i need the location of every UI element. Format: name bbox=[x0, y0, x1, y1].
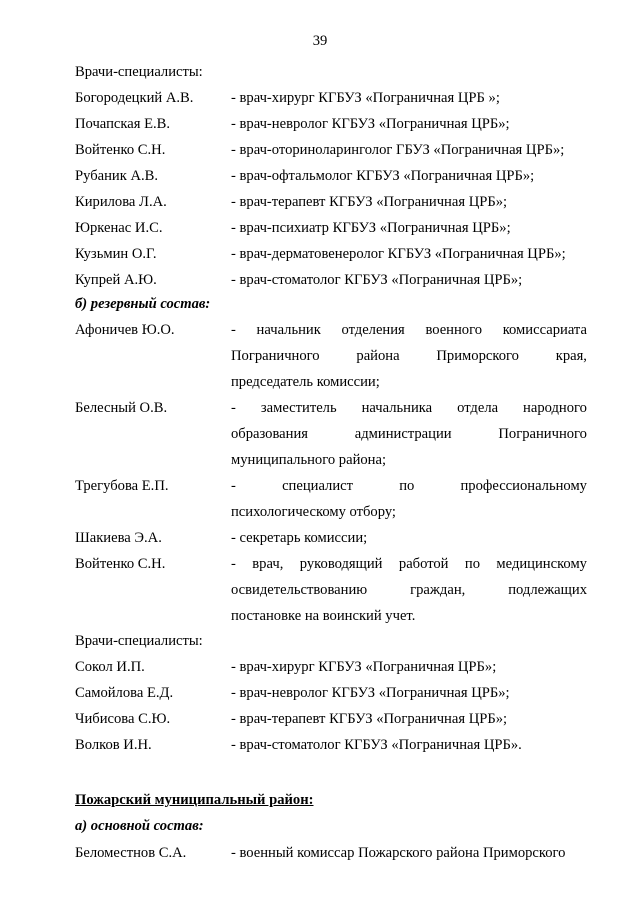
role-word: заместитель bbox=[260, 400, 337, 416]
role-word: администрации bbox=[354, 426, 452, 442]
member-role-line bbox=[231, 348, 587, 365]
member-name: Сокол И.П. bbox=[75, 659, 145, 675]
role-word: образования bbox=[231, 426, 308, 442]
member-role: - врач-терапевт КГБУЗ «Пограничная ЦРБ»; bbox=[231, 194, 508, 210]
member-role-line bbox=[231, 452, 587, 469]
role-word: военного bbox=[425, 322, 483, 338]
member-name: Трегубова Е.П. bbox=[75, 478, 169, 494]
member-role-line bbox=[231, 608, 587, 625]
member-role: - врач-невролог КГБУЗ «Пограничная ЦРБ»; bbox=[231, 116, 510, 132]
role-word: начальника bbox=[361, 400, 433, 416]
member-role-line bbox=[231, 400, 587, 417]
role-word: медицинскому bbox=[496, 556, 587, 572]
member-name: Афоничев Ю.О. bbox=[75, 322, 175, 338]
member-role: - врач-оториноларинголог ГБУЗ «Пограничная ЦРБ»; bbox=[231, 142, 565, 158]
role-word: постановке на воинский учет. bbox=[231, 608, 416, 624]
role-word: профессиональному bbox=[460, 478, 587, 494]
role-word: по bbox=[464, 556, 481, 572]
member-role: - врач-психиатр КГБУЗ «Пограничная ЦРБ»; bbox=[231, 220, 511, 236]
member-name: Войтенко С.Н. bbox=[75, 556, 166, 572]
role-word: Пограничного bbox=[231, 348, 320, 364]
role-word: работой bbox=[398, 556, 449, 572]
member-role-line bbox=[231, 530, 587, 547]
member-name: Самойлова Е.Д. bbox=[75, 685, 174, 701]
member-name: Богородецкий А.В. bbox=[75, 90, 194, 106]
reserve-specialists-heading: Врачи-специалисты: bbox=[75, 633, 203, 649]
member-role: - военный комиссар Пожарского района Приморского bbox=[231, 845, 566, 861]
page-number: 39 bbox=[312, 33, 328, 49]
member-role-line bbox=[231, 504, 587, 521]
main-composition-heading: а) основной состав: bbox=[75, 818, 204, 834]
role-word: муниципального района; bbox=[231, 452, 387, 468]
reserve-heading: б) резервный состав: bbox=[75, 296, 211, 312]
role-word: подлежащих bbox=[508, 582, 587, 598]
role-word: района bbox=[356, 348, 400, 364]
member-role: - врач-стоматолог КГБУЗ «Пограничная ЦРБ»; bbox=[231, 272, 523, 288]
role-word: - bbox=[231, 400, 236, 416]
member-role: - врач-офтальмолог КГБУЗ «Пограничная ЦРБ»; bbox=[231, 168, 535, 184]
member-name: Чибисова С.Ю. bbox=[75, 711, 171, 727]
member-name: Волков И.Н. bbox=[75, 737, 152, 753]
member-role-line bbox=[231, 582, 587, 599]
role-word: народного bbox=[523, 400, 587, 416]
member-name: Шакиева Э.А. bbox=[75, 530, 162, 546]
role-word: начальник bbox=[256, 322, 321, 338]
role-word: Пограничного bbox=[498, 426, 587, 442]
member-name: Купрей А.Ю. bbox=[75, 272, 157, 288]
role-word: отдела bbox=[457, 400, 499, 416]
role-word: граждан, bbox=[410, 582, 466, 598]
district-heading: Пожарский муниципальный район: bbox=[75, 792, 314, 808]
member-role-line bbox=[231, 374, 587, 391]
member-name: Почапская Е.В. bbox=[75, 116, 171, 132]
specialists-heading: Врачи-специалисты: bbox=[75, 64, 203, 80]
member-role: - врач-хирург КГБУЗ «Пограничная ЦРБ »; bbox=[231, 90, 500, 106]
role-word: специалист bbox=[282, 478, 354, 494]
role-word: отделения bbox=[341, 322, 405, 338]
role-word: - секретарь комиссии; bbox=[231, 530, 368, 546]
member-role: - врач-хирург КГБУЗ «Пограничная ЦРБ»; bbox=[231, 659, 497, 675]
role-word: комиссариата bbox=[502, 322, 587, 338]
member-name: Кирилова Л.А. bbox=[75, 194, 167, 210]
member-name: Юркенас И.С. bbox=[75, 220, 163, 236]
member-role-line bbox=[231, 478, 587, 495]
role-word: - bbox=[231, 322, 236, 338]
role-word: - bbox=[231, 556, 236, 572]
member-role: - врач-терапевт КГБУЗ «Пограничная ЦРБ»; bbox=[231, 711, 508, 727]
role-word: - bbox=[231, 478, 236, 494]
member-name: Войтенко С.Н. bbox=[75, 142, 166, 158]
role-word: врач, bbox=[252, 556, 284, 572]
member-role-line bbox=[231, 322, 587, 339]
role-word: руководящий bbox=[299, 556, 383, 572]
role-word: Приморского bbox=[436, 348, 519, 364]
member-role: - врач-стоматолог КГБУЗ «Пограничная ЦРБ». bbox=[231, 737, 522, 753]
member-role-line bbox=[231, 556, 587, 573]
member-role: - врач-невролог КГБУЗ «Пограничная ЦРБ»; bbox=[231, 685, 510, 701]
member-name: Рубаник А.В. bbox=[75, 168, 159, 184]
member-role: - врач-дерматовенеролог КГБУЗ «Пограничная ЦРБ»; bbox=[231, 246, 566, 262]
role-word: психологическому отбору; bbox=[231, 504, 396, 520]
member-name: Беломестнов С.А. bbox=[75, 845, 187, 861]
role-word: председатель комиссии; bbox=[231, 374, 380, 390]
member-role-line bbox=[231, 426, 587, 443]
member-name: Кузьмин О.Г. bbox=[75, 246, 157, 262]
role-word: по bbox=[399, 478, 415, 494]
role-word: освидетельствованию bbox=[231, 582, 368, 598]
member-name: Белесный О.В. bbox=[75, 400, 168, 416]
role-word: края, bbox=[555, 348, 587, 364]
